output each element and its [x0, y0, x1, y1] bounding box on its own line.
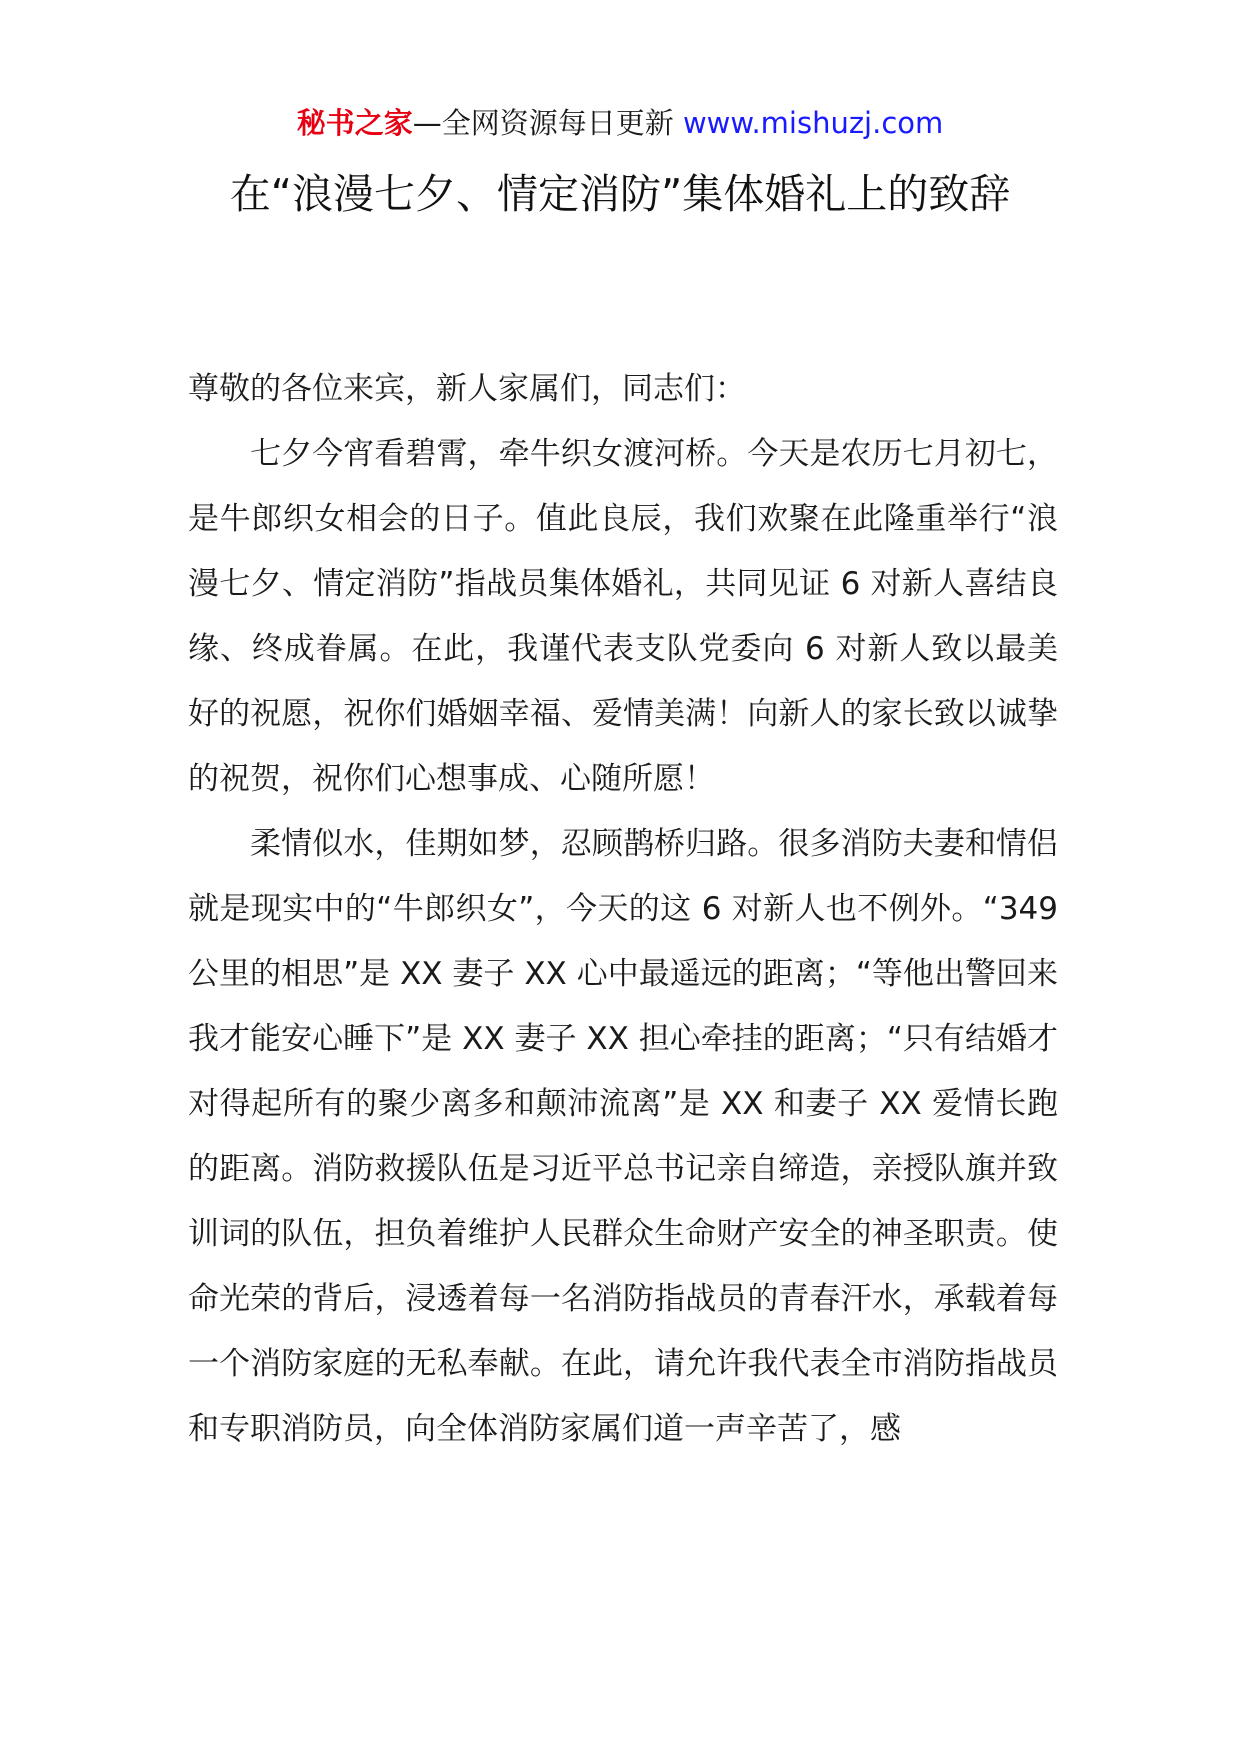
site-header — [0, 103, 1240, 143]
paragraph-2: 柔情似水，佳期如梦，忍顾鹊桥归路。很多消防夫妻和情侣就是现实中的“牛郎织女”，今天的这 6 对新人也不例外。“349 公里的相思”是 XX 妻子 XX 心中最遥远的距离；“等他出警回来我才能安心睡下”是 XX 妻子 XX 担心牵挂的距离；“只有结婚才对得起所有的聚少离多和颠沛流离”是 XX 和妻子 XX 爱情长跑的距离。消防救援队伍是习近平总书记亲自缔造，亲授队旗并致训词的队伍，担负着维护人民群众生命财产安全的神圣职责。使命光荣的背后，浸透着每一名消防指战员的青春汗水，承载着每一个消防家庭的无私奉献。在此，请允许我代表全市消防指战员和专职消防员，向全体消防家属们道一声辛苦了，感 — [188, 826, 1058, 1447]
site-slogan: —全网资源每日更新 — [412, 106, 683, 140]
site-url-link[interactable]: www.mishuzj.com — [682, 106, 944, 140]
document-title: 在“浪漫七夕、情定消防”集体婚礼上的致辞 — [229, 170, 1011, 218]
site-brand: 秘书之家 — [296, 106, 413, 140]
document-body — [188, 357, 1058, 1462]
paragraph-1: 七夕今宵看碧霄，牵牛织女渡河桥。今天是农历七月初七，是牛郎织女相会的日子。值此良辰，我们欢聚在此隆重举行“浪漫七夕、情定消防”指战员集体婚礼，共同见证 6 对新人喜结良缘、终成眷属。在此，我谨代表支队党委向 6 对新人致以最美好的祝愿，祝你们婚姻幸福、爱情美满！向新人的家长致以诚挚的祝贺，祝你们心想事成、心随所愿！ — [188, 436, 1058, 797]
salutation: 尊敬的各位来宾，新人家属们，同志们： — [188, 371, 746, 407]
